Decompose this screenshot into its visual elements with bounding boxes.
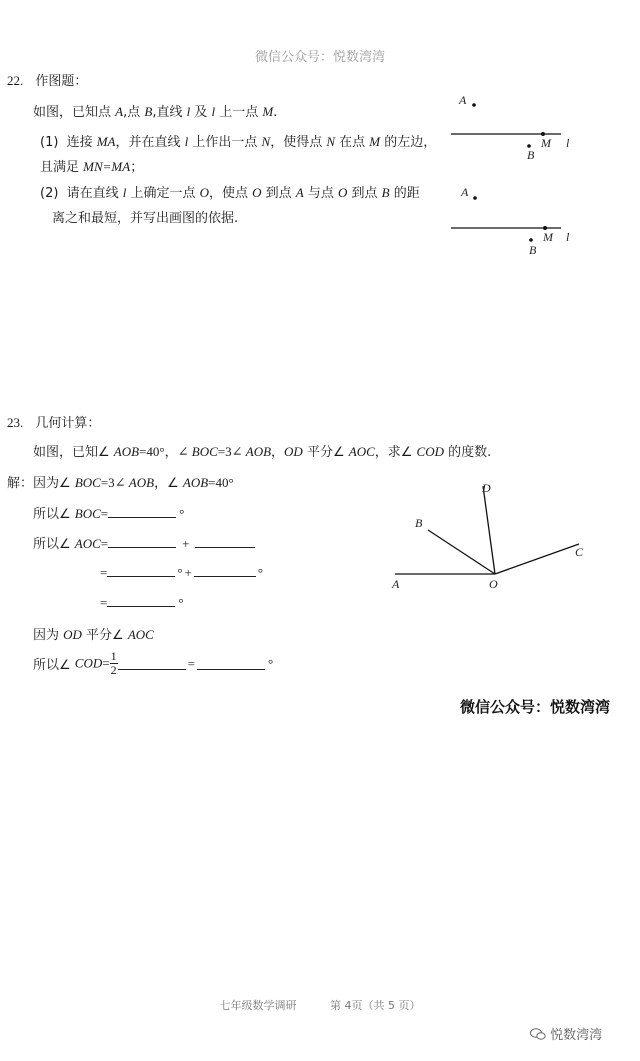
label-a: A: [392, 577, 400, 591]
q23-solution-line2: 所以∠ BOC= °: [33, 506, 185, 522]
answer-blank[interactable]: [108, 505, 176, 518]
line-l-label: l: [566, 230, 570, 244]
ray-od: [483, 486, 495, 574]
q22-part1-line2: 且满足 MN=MA；: [40, 159, 144, 175]
line-l-label: l: [566, 136, 570, 150]
fraction-half: $\frac{1}{2}$: [110, 649, 117, 677]
point-b: [529, 238, 533, 242]
point-b-label: B: [527, 148, 535, 162]
q22-part2-line2: 离之和最短，并写出画图的依据.: [52, 211, 239, 226]
q22-figure-2: [451, 185, 570, 257]
q22-part2-line1: (2) 请在直线 l 上确定一点 O，使点 O 到点 A 与点 O 到点 B 的距: [40, 185, 420, 201]
footer-left: 七年级数学调研: [219, 999, 297, 1012]
point-a-label: A: [461, 185, 469, 199]
answer-blank[interactable]: [195, 535, 255, 548]
q23-number: 23.: [7, 415, 24, 430]
answer-blank[interactable]: [194, 564, 256, 577]
q23-solution-line6: 因为 OD 平分∠ AOC: [33, 627, 154, 643]
q22-heading: [7, 70, 87, 89]
ray-oc: [495, 544, 579, 574]
q22-part1-line1: (1) 连接 MA，并在直线 l 上作出一点 N，使得点 N 在点 M 的左边，: [40, 134, 437, 150]
answer-blank[interactable]: [118, 657, 186, 670]
answer-blank[interactable]: [107, 594, 175, 607]
answer-blank[interactable]: [197, 657, 265, 670]
label-c: C: [575, 545, 584, 559]
point-m-label: M: [543, 230, 553, 244]
label-b: B: [415, 516, 423, 530]
q22-title: 作图题：: [35, 74, 88, 89]
header-watermark: 微信公众号：悦数湾湾: [254, 50, 385, 65]
q23-heading: [7, 412, 100, 431]
q23-title: 几何计算：: [35, 416, 101, 431]
point-a-label: A: [459, 93, 467, 107]
page-footer: [0, 997, 640, 1013]
q23-angle-figure: [385, 478, 595, 598]
q23-solution-line1: 解：因为∠ BOC=3∠ AOB，∠ AOB=40°: [7, 475, 234, 491]
ray-ob: [428, 530, 495, 574]
q22-figures: [445, 88, 585, 268]
q23-solution-line4: = ° + °: [100, 565, 264, 580]
answer-blank[interactable]: [107, 564, 175, 577]
q23-solution-line3: 所以∠ AOC= +: [33, 533, 255, 552]
q23-solution-line7: 所以∠ COD= $\frac{1}{2}$ = °: [33, 649, 274, 677]
label-d: D: [482, 481, 491, 495]
wechat-icon: [530, 1028, 546, 1040]
point-a: [473, 196, 477, 200]
watermark-bottom: 悦数湾湾: [530, 1024, 602, 1043]
q22-intro: 如图，已知点 A,点 B,直线 l 及 l 上一点 M.: [33, 104, 278, 120]
point-a: [472, 103, 476, 107]
q23-solution-line5: = °: [100, 595, 184, 610]
footer-right: 第 4页（共 5 页）: [330, 999, 421, 1012]
q22-number: 22.: [7, 73, 24, 88]
q23-intro: 如图，已知∠ AOB=40°，∠ BOC=3∠ AOB，OD 平分∠ AOC，求∠ COD 的度数.: [33, 444, 492, 460]
q22-figure-1: [451, 93, 570, 162]
point-b-label: B: [529, 243, 537, 257]
point-m-label: M: [541, 136, 551, 150]
answer-blank[interactable]: [108, 535, 176, 548]
label-o: O: [489, 577, 498, 591]
watermark-right: 微信公众号：悦数湾湾: [460, 698, 611, 716]
